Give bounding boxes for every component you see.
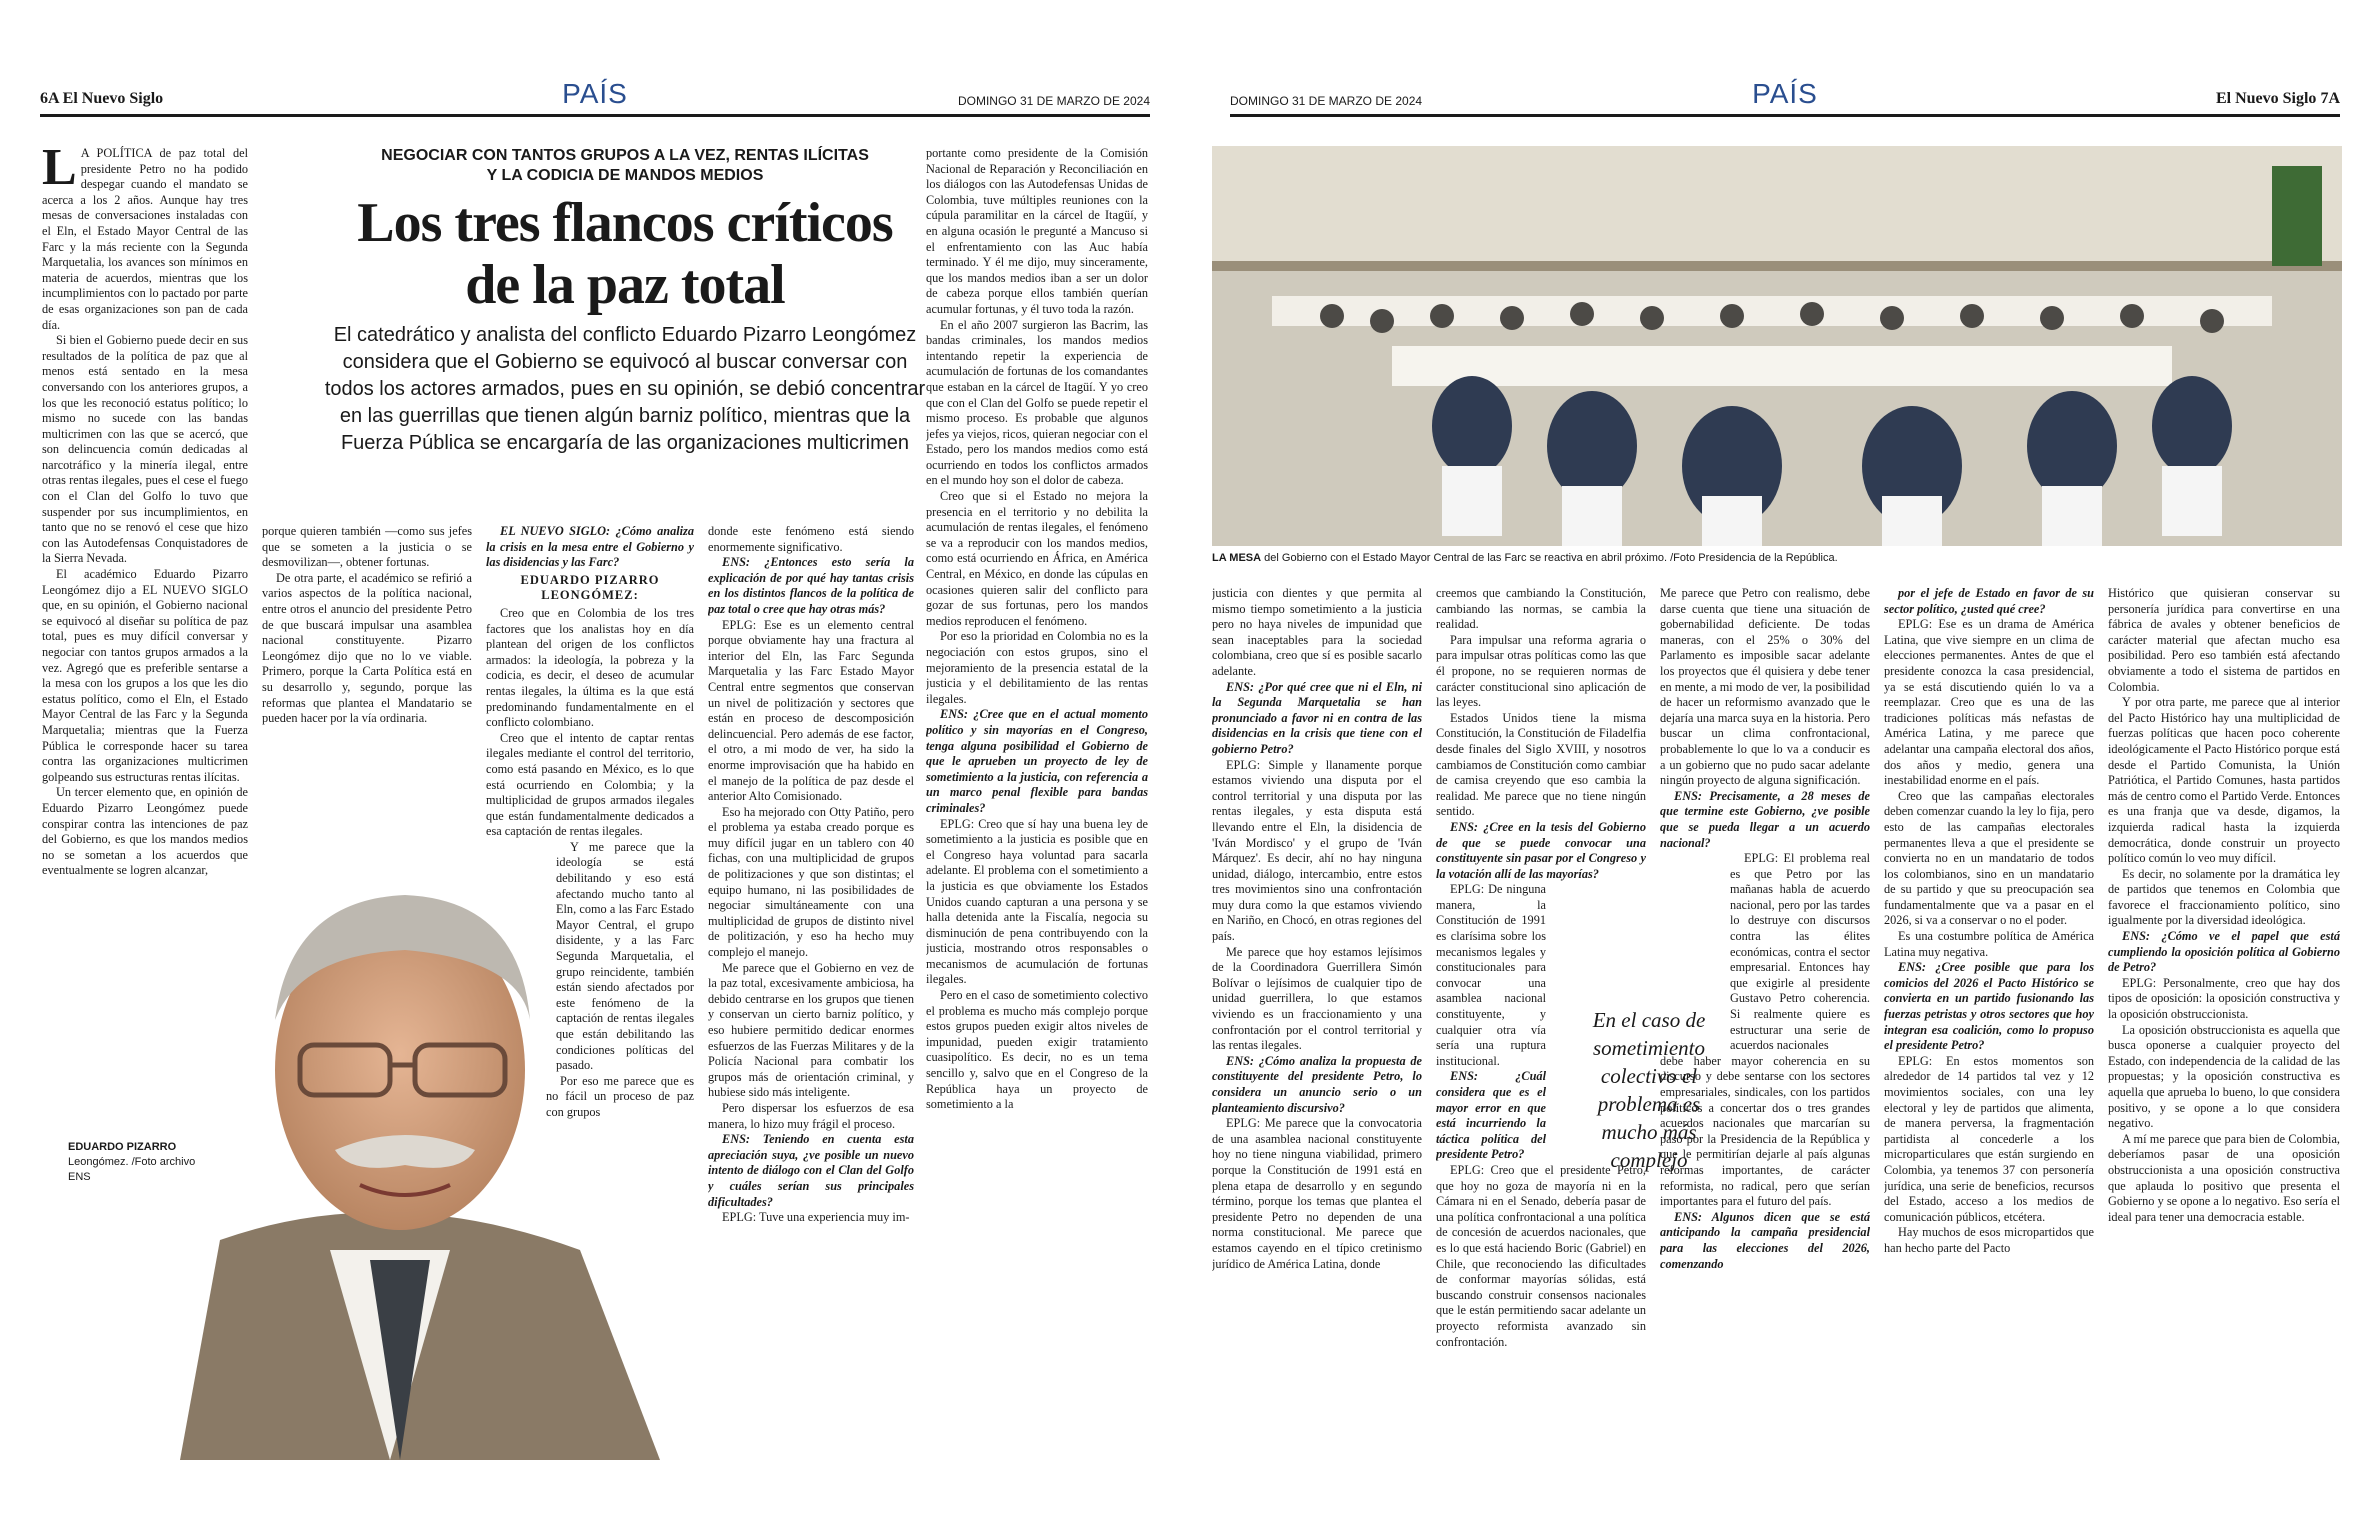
article-column-9: por el jefe de Estado en favor de su sector político, ¿usted qué cree? EPLG: Ese es un drama de América Latina, que vive siempre en un clima de elecciones permanentes. Antes de que el presidente conozca la casa presidencial, ya se está discutiendo quién lo va a reemplazar. Creo que es una de las tradiciones políticas más nefastas de América Latina, y me parece que adelantar una campaña electoral dos años, dos años y medio, genera una inestabilidad enorme en el país. Creo que las campañas electorales deben comenzar cuando la ley lo fija, pero esto de las campañas electorales permanentes lleva a que el presidente se convierta no en un mandatario de todos los colombianos, sino en un mandatario de su partido y que su preocupación sea fundamentalmente que va a pasar en el 2026, si va a conservar o no el poder. Es una costumbre política de América Latina muy negativa. ENS: ¿Cree posible que para los comicios del 2026 el Pacto Histórico se convierta en un partido fusionando las fuerzas petristas y otros sectores que hoy integran esa coalición, como lo propuso el presidente Petro? EPLG: En estos momentos son alrededor de 14 partidos tal vez y 12 movimientos sociales, con una ley electoral y ley de partidos que alimenta, de manera perversa, la fragmentación partidista al concederle a los microparticulares que están surgiendo en Colombia, ya tenemos 37 con personería jurídica, una serie de beneficios, recursos del Estado, acceso a los medios de comunicación públicos, etcétera. Hay muchos de esos micropartidos que han hecho parte del Pacto <box>1884 586 2094 1255</box>
kicker: NEGOCIAR CON TANTOS GRUPOS A LA VEZ, RENTAS ILÍCITAS Y LA CODICIA DE MANDOS MEDIOS <box>381 147 869 184</box>
page-folio: El Nuevo Siglo 7A <box>2215 90 2340 107</box>
article-column-5: portante como presidente de la Comisión Nacional de Reparación y Reconciliación en los diálogos con las Autodefensas Unidas de Colombia, tuve múltiples reuniones con la cúpula paramilitar en la cárcel de Itagüí, y en alguna ocasión le pregunté a Mancuso si el enfrentamiento con las Auc había terminado. Y él me dijo, muy sinceramente, que los mandos medios iban a ser un dolor de cabeza porque ellos también querían acumular fortunas, y él tuvo toda la razón. En el año 2007 surgieron las Bacrim, las bandas criminales, los mandos medios intentando repetir la experiencia de acumulación de fortunas de los comandantes que estaban en la cárcel de Itagüí. Y yo creo que con el Clan del Golfo se puede repetir el mismo proceso. Es probable que algunos jefes ya viejos, ricos, quieran negociar con el Estado, pero los mandos medios como está ocurriendo en todos los conflictos armados en el mundo hoy son el dolor de cabeza. Creo que si el Estado no mejora la presencia en el territorio y no debilita la acumulación de rentas ilegales, el fenómeno se va a reproducir con los mandos medios, como está ocurriendo en África, en América Central, en México, en donde las cúpulas en ocasiones quieren salir del conflicto para gozar de sus fortunas, pero los mandos medios reproducen el fenómeno. Por eso la prioridad en Colombia no es la negociación con estos grupos, sino el mejoramiento de la presencia estatal de la justicia y el debilitamiento de las rentas ilegales. ENS: ¿Cree que en el actual momento político y sin mayorías en el Congreso, tenga alguna posibilidad el Gobierno de que le aprueben un proyecto de ley de sometimiento a la justicia, con referencia a un marco penal flexible para bandas criminales? EPLG: Creo que sí hay una buena ley de sometimiento a la justicia es posible que en el Congreso haya voluntad para sacarla adelante. El problema con el sometimiento a la justicia es que obviamente los Estados Unidos cuando capturan a una persona y se halla detenida ante la Fiscalía, negocia su disminución de pena contribuyendo con la justicia, mostrando otros responsables o mecanismos de acumulación de fortunas ilegales. Pero en el caso de sometimiento colectivo el problema es mucho más complejo porque estos grupos pueden exigir altos niveles de impunidad, pueden exigir tratamiento cuasipolítico. Es decir, no es un tema sencillo y, salvo que en el Congreso de la República haya un proyecto de sometimiento a la <box>926 146 1148 1112</box>
article-column-10: Histórico que quisieran conservar su personería jurídica para convertirse en una fábrica de avales y obtener beneficios de carácter material que afectan mucho esa posibilidad. Pero eso también está afectando obviamente a todo el sistema de partidos en Colombia. Y por otra parte, me parece que al interior del Pacto Histórico hay una multiplicidad de fuerzas políticas que hacen poco coherente ideológicamente el Pacto Histórico porque está desde el Partido Comunista, la Unión Patriótica, el Partido Comunes, hasta partidos más de centro como el Partido Verde. Entonces es una franja que va desde, digamos, la izquierda radical hasta la izquierda democrática, donde construir un proyecto político común lo veo muy difícil. Es decir, no solamente por la dramática ley de partidos que tenemos en Colombia que favorece el fraccionamiento político, sino igualmente por la diversidad ideológica. ENS: ¿Cómo ve el papel que está cumpliendo la oposición política al Gobierno de Petro? EPLG: Personalmente, creo que hay dos tipos de oposición: la oposición constructiva y la oposición obstruccionista. La oposición obstruccionista es aquella que busca oponerse a cualquier proyecto del Estado, con independencia de la calidad de las propuestas; y la oposición constructiva es aquella que aprueba lo bueno, lo que considera positivo, y se opone a lo que considera negativo. A mí me parece que para bien de Colombia, deberíamos pasar de una oposición obstruccionista a una oposición constructiva que aplauda lo positivo que presenta el Gobierno y se opone a lo negativo. Eso sería el ideal para tener una democracia estable. <box>2108 586 2340 1224</box>
article-column-7: creemos que cambiando la Constitución, cambiando las normas, se cambia la realidad. Para impulsar una reforma agraria o para impulsar otras políticas como las que él propone, no se requieren normas de carácter constitucional sino aplicación de las leyes. Estados Unidos tiene la misma Constitución, la Constitución de Filadelfia desde finales del Siglo XVIII, y nosotros cambiamos de Constitución como cambiar de camisa creyendo que eso cambia la realidad. Me parece que no tiene ningún sentido. ENS: ¿Cree en la tesis del Gobierno de que se puede convocar una constituyente sin pasar por el Congreso y la votación allí de las mayorías? EPLG: De ninguna manera, la Constitución de 1991 es clarísima sobre los mecanismos legales y constitucionales para convocar una asamblea nacional constituyente, y cualquier otra vía sería una ruptura institucional. ENS: ¿Cuál considera que es el mayor error en que está incurriendo la táctica política del presidente Petro? EPLG: Creo que el presidente Petro, que hoy no goza de mayoría ni en la Cámara ni en el Senado, debería pasar de una política confrontacional a una política de concesión de acuerdos nacionales, que es lo que está haciendo Boric (Gabriel) en Chile, que reconociendo las dificultades de conformar mayorías sólidas, está buscando construir consensos nacionales que le están permitiendo sacar adelante un proyecto reformista avanzado sin confrontación. <box>1436 586 1646 1349</box>
article-column-1: L A POLÍTICA de paz total del presidente Petro no ha podido despegar cuando el mandato se acerca a los 2 años. Aunque hay tres mesas de conversaciones instaladas con el Eln, el Estado Mayor Central de las Farc y la más reciente con la Segunda Marquetalia, los avances son mínimos en materia de acuerdos, mientras que los incumplimientos con lo pactado por parte de esas organizaciones son pan de cada día. Si bien el Gobierno puede decir en sus resultados de la política de paz que al menos está sentado en la mesa conversando con los anteriores grupos, a los que les reconoció estatus político; lo mismo no sucede con las bandas multicrimen con las que se acercó, que son delincuencia común dedicadas al narcotráfico y la minería ilegal, entre otras rentas ilegales, pues el cese el fuego con el Clan del Golfo lo tuvo que suspender por sus incumplimientos, en tanto que no se renovó el cese que hizo con las Autodefensas Conquistadores de la Sierra Nevada. El académico Eduardo Pizarro Leongómez dijo a EL NUEVO SIGLO que, en su opinión, el Gobierno nacional se equivocó al diseñar su política de paz total, pues es muy difícil conversar y negociar con tantos grupos armados a la vez. Agregó que es preferible sentarse a la mesa con los grupos a los que les dio estatus político, como el Eln, el Estado Mayor Central de las Farc y la Segunda Marquetalia; mientras que la Fuerza Pública le corresponde hacer su tarea contra las organizaciones multicrimen golpeando sus estructuras rentas ilícitas. Un tercer elemento que, en opinión de Eduardo Pizarro Leongómez puede conspirar contra las intenciones de paz del Gobierno, es que los mandos medios no se sometan a los acuerdos que eventualmente se logren alcanzar, <box>42 146 248 878</box>
section-label: PAÍS <box>1752 78 1818 109</box>
section-label: PAÍS <box>562 78 628 109</box>
headline: Los tres flancos críticos de la paz total <box>357 192 893 316</box>
byline: EDUARDO PIZARRO LEONGÓMEZ: <box>520 572 660 603</box>
article-column-8: Me parece que Petro con realismo, debe darse cuenta que tiene una situación de gobernabilidad deficiente. De todas maneras, con el 25% o 30% del Parlamento es imposible sacar adelante los proyectos que él quisiera y debe tener en mente, a mi modo de ver, la posibilidad de hacer un reformismo avanzado que le dejaría una marca suya en la historia. Pero buscar un clima confrontacional, probablemente lo que lo va a conducir es a un gobierno que no pudo sacar adelante ningún proyecto de alguna significación. ENS: Precisamente, a 28 meses de que termine este Gobierno, ¿ve posible que se pueda llegar a un acuerdo nacional? EPLG: El problema real es que Petro por las mañanas habla de acuerdo nacional, pero por las tardes lo destruye con discursos contra las élites económicas, contra el sector empresarial. Entonces hay que exigirle al presidente Gustavo Petro coherencia. Si realmente quiere es estructurar una serie de acuerdos nacionales debe haber mayor coherencia en su discurso y debe sentarse con los sectores empresariales, sindicales, con los partidos políticos a concertar dos o tres grandes acuerdos nacionales que marcarían su paso por la Presidencia de la República y que le permitirían dejarle al país algunas reformas importantes, de carácter reformista, no radical, pero que serían importantes para el futuro del país. ENS: Algunos dicen que se está anticipando la campaña presidencial para las elecciones del 2026, comenzando <box>1660 586 1870 1271</box>
photo-caption: LA MESA del Gobierno con el Estado Mayor Central de las Farc se reactiva en abril próximo. /Foto Presidencia de la República. <box>1212 552 1838 564</box>
page-folio: 6A El Nuevo Siglo <box>40 90 164 107</box>
date-line: DOMINGO 31 DE MARZO DE 2024 <box>1230 94 1423 108</box>
meeting-photo <box>1212 146 2342 546</box>
article-column-2: porque quieren también —como sus jefes que se someten a la justicia o se desmovilizan—, obtener fortunas. De otra parte, el académico se refirió a varios aspectos de la política nacional, entre otros el anuncio del presidente Petro de que buscará impulsar una asamblea nacional constituyente. Pizarro Leongómez dijo que no lo ve viable. Primero, porque la Carta Política está en su desarrollo y, segundo, porque las reformas que plantea el Mandatario se pueden hacer por la vía ordinaria. <box>262 524 472 726</box>
article-column-4: donde este fenómeno está siendo enormemente significativo. ENS: ¿Entonces esto sería la explicación de por qué hay tantas crisis en los distintos flancos de la política de paz total o cree que hay otras más? EPLG: Ese es un elemento central porque obviamente hay una fractura al interior del Eln, las Farc Segunda Marquetalia y las Farc Estado Mayor Central entre segmentos que conservan un nivel de politización y sectores que están en proceso de descomposición delincuencial. Pero además de ese factor, el otro, a mi modo de ver, ha sido la enorme improvisación que ha habido en el manejo de la política de paz desde el anterior Alto Comisionado. Eso ha mejorado con Otty Patiño, pero el problema ya estaba creado porque es muy difícil jugar en un tablero con 40 fichas, con una multiplicidad de grupos de politizaciones y que son distintas; el equipo humano, ni las posibilidades de negociar simultáneamente con una multiplicidad de grupos de distinto nivel de politización, y eso ha hecho muy complejo el manejo. Me parece que el Gobierno en vez de la paz total, excesivamente ambiciosa, ha debido centrarse en los grupos que tienen y conservan un cierto barniz político, y eso hubiere permitido dedicar enormes esfuerzos de las Fuerzas Militares y de la Policía Nacional para combatir los grupos más de orientación criminal, y hubiese sido más inteligente. Pero dispersar los esfuerzos de esa manera, lo hizo muy frágil el proceso. ENS: Teniendo en cuenta esta apreciación suya, ¿ve posible un nuevo intento de diálogo con el Clan del Golfo y cuáles serían sus principales dificultades? EPLG: Tuve una experiencia muy im- <box>708 524 914 1225</box>
article-column-6: justicia con dientes y que permita al mismo tiempo sometimiento a la justicia pero no haya niveles de impunidad que sean inaceptables para la sociedad colombiana, creo que sí es posible sacarlo adelante. ENS: ¿Por qué cree que ni el Eln, ni la Segunda Marquetalia se han pronunciado a favor ni en contra de las disidencias en la crisis que tiene con el gobierno Petro? EPLG: Simple y llanamente porque estamos viviendo una disputa por el control territorial y una disputa por las rentas ilegales, y esta disputa está llevando entre el Eln, la disidencia de 'Iván Mordisco' y el grupo de 'Iván Márquez'. Es decir, ahí no hay ninguna unidad, diálogo, intercambio, entre estos tres movimientos sino una confrontación muy dura como la que estamos viviendo en Nariño, en Chocó, en otras regiones del país. Me parece que hoy estamos lejísimos de la Coordinadora Guerrillera Simón Bolívar o lejísimos de cualquier tipo de unidad guerrillera, lo que estamos viviendo es un fraccionamiento y una confrontación por el control territorial y las rentas ilegales. ENS: ¿Cómo analiza la propuesta de constituyente del presidente Petro, lo considera un anuncio serio o un planteamiento discursivo? EPLG: Me parece que la convocatoria de una asamblea nacional constituyente hoy no tiene ninguna viabilidad, primero porque la Constitución de 1991 está en plena etapa de desarrollo y en segundo término, porque los temas que plantea el presidente Petro no dependen de una norma constitucional. Me parece que estamos cayendo en el típico cretinismo jurídico de América Latina, donde <box>1212 586 1422 1271</box>
page-header <box>1230 70 2340 117</box>
page-header <box>40 70 1150 117</box>
article-column-3: EL NUEVO SIGLO: ¿Cómo analiza la crisis en la mesa entre el Gobierno y las disidencias y las Farc? EDUARDO PIZARRO LEONGÓMEZ: Creo que en Colombia de los tres factores que los analistas hoy en día plantean del origen de los conflictos armados: la ideología, la pobreza y la codicia, es decir, el deseo de acumular rentas ilegales, la última es la que está predominando fundamentalmente en el conflicto colombiano. Creo que el intento de captar rentas ilegales mediante el control del territorio, como está pasando en México, es lo que está ocurriendo en Colombia; y la multiplicidad de grupos armados ilegales que están fundamentalmente dedicados a esa captación de rentas ilegales. Y me parece que la ideología se está debilitando y eso está afectando mucho tanto al Eln, como a las Farc Estado Mayor Central, el grupo disidente, y a las Farc Segunda Marquetalia, el grupo reincidente, también están siendo afectados por este fenómeno de la captación de rentas ilegales que están debilitando las condiciones políticas del pasado. Por eso me parece que es no fácil un proceso de paz con grupos <box>486 524 694 1119</box>
deck: El catedrático y analista del conflicto Eduardo Pizarro Leongómez considera que el Gobierno se equivocó al buscar conversar con todos los actores armados, pues en su opinión, se debió concentrar en las guerrillas que tienen algún barniz político, mientras que la Fuerza Pública se encargaría de las organizaciones multicrimen <box>324 324 926 454</box>
portrait-caption: EDUARDO PIZARRO Leongómez. /Foto archivo ENS <box>68 1141 196 1183</box>
date-line: DOMINGO 31 DE MARZO DE 2024 <box>957 94 1150 108</box>
pull-quote: En el caso de sometimiento colectivo el problema es mucho más complejo <box>1592 1008 1706 1172</box>
